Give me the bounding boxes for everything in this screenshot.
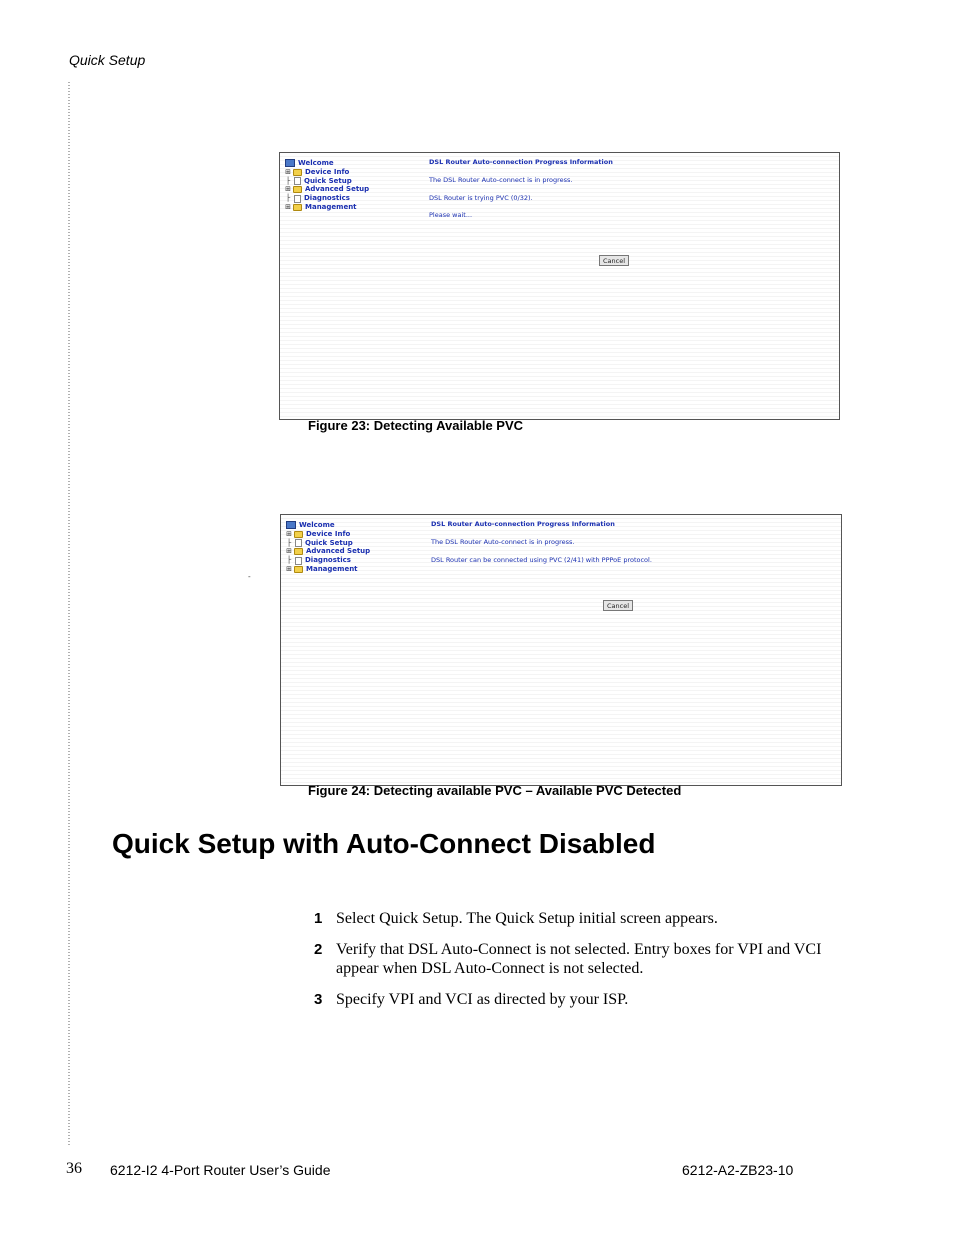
progress-pvc-line: DSL Router is trying PVC (0/32). <box>429 194 533 202</box>
footer-guide-title: 6212-I2 4-Port Router User’s Guide <box>110 1162 331 1178</box>
figure-23-screenshot <box>279 152 840 420</box>
progress-status-line: The DSL Router Auto-connect is in progress. <box>431 538 575 546</box>
folder-icon <box>294 548 303 555</box>
nav-item-label: Quick Setup <box>305 538 353 547</box>
step-number: 1 <box>314 910 323 927</box>
nav-item-device-info[interactable] <box>285 168 369 177</box>
figure-23-caption: Figure 23: Detecting Available PVC <box>308 418 524 433</box>
folder-icon <box>293 169 302 176</box>
page-icon <box>295 539 302 547</box>
nav-item-management[interactable] <box>285 203 369 212</box>
stray-mark: - <box>248 572 251 581</box>
page-number: 36 <box>66 1160 82 1177</box>
nav-item-label: Welcome <box>298 159 334 167</box>
section-heading: Quick Setup with Auto-Connect Disabled <box>112 828 656 859</box>
nav-item-advanced-setup[interactable] <box>286 547 370 556</box>
nav-item-label: Device Info <box>305 167 350 176</box>
nav-item-welcome[interactable] <box>286 521 370 530</box>
expand-icon[interactable]: ⊞ <box>286 529 292 538</box>
folder-icon <box>294 566 303 573</box>
nav-item-diagnostics[interactable] <box>285 194 369 203</box>
tree-line-icon: ├ <box>285 176 291 185</box>
nav-item-diagnostics[interactable] <box>286 556 370 565</box>
progress-title: DSL Router Auto-connection Progress Information <box>431 520 615 528</box>
nav-item-quick-setup[interactable] <box>286 539 370 548</box>
figure-24-screenshot <box>280 514 842 786</box>
step-text: Verify that DSL Auto-Connect is not selected. Entry boxes for VPI and VCI appear when DSL Auto-Connect is not selected. <box>336 941 822 977</box>
computer-icon <box>285 159 295 167</box>
nav-item-label: Management <box>305 202 357 211</box>
cancel-button[interactable]: Cancel <box>599 255 629 266</box>
expand-icon[interactable]: ⊞ <box>286 564 292 573</box>
footer-doc-number: 6212-A2-ZB23-10 <box>682 1162 794 1178</box>
tree-line-icon: ├ <box>285 194 291 203</box>
nav-item-label: Diagnostics <box>305 556 351 565</box>
nav-item-label: Advanced Setup <box>305 185 370 194</box>
tree-line-icon: ├ <box>286 538 292 547</box>
progress-wait-line: Please wait... <box>429 211 473 219</box>
cancel-button[interactable]: Cancel <box>603 600 633 611</box>
folder-icon <box>293 204 302 211</box>
page-icon <box>295 557 302 565</box>
nav-item-management[interactable] <box>286 565 370 574</box>
nav-tree <box>285 159 369 212</box>
expand-icon[interactable]: ⊞ <box>285 167 291 176</box>
step-number: 3 <box>314 991 323 1008</box>
nav-item-label: Advanced Setup <box>306 547 371 556</box>
nav-item-welcome[interactable] <box>285 159 369 168</box>
nav-item-label: Diagnostics <box>304 194 350 203</box>
folder-icon <box>294 531 303 538</box>
nav-item-quick-setup[interactable] <box>285 177 369 186</box>
step-text: Select Quick Setup. The Quick Setup initial screen appears. <box>336 910 718 927</box>
nav-item-device-info[interactable] <box>286 530 370 539</box>
progress-pvc-line: DSL Router can be connected using PVC (2/41) with PPPoE protocol. <box>431 556 652 564</box>
expand-icon[interactable]: ⊞ <box>286 547 292 556</box>
step-text: Specify VPI and VCI as directed by your ISP. <box>336 991 629 1008</box>
step-number: 2 <box>314 941 323 958</box>
computer-icon <box>286 521 296 529</box>
nav-tree <box>286 521 370 574</box>
nav-item-advanced-setup[interactable] <box>285 185 369 194</box>
nav-item-label: Quick Setup <box>304 176 352 185</box>
expand-icon[interactable]: ⊞ <box>285 185 291 194</box>
progress-status-line: The DSL Router Auto-connect is in progress. <box>429 176 573 184</box>
expand-icon[interactable]: ⊞ <box>285 202 291 211</box>
page-icon <box>294 195 301 203</box>
progress-title: DSL Router Auto-connection Progress Information <box>429 158 613 166</box>
figure-24-caption: Figure 24: Detecting available PVC – Available PVC Detected <box>308 783 682 798</box>
nav-item-label: Management <box>306 564 358 573</box>
margin-rule <box>68 82 70 1147</box>
nav-item-label: Device Info <box>306 529 351 538</box>
folder-icon <box>293 186 302 193</box>
nav-item-label: Welcome <box>299 521 335 529</box>
page-icon <box>294 177 301 185</box>
running-header: Quick Setup <box>69 52 146 68</box>
tree-line-icon: ├ <box>286 556 292 565</box>
